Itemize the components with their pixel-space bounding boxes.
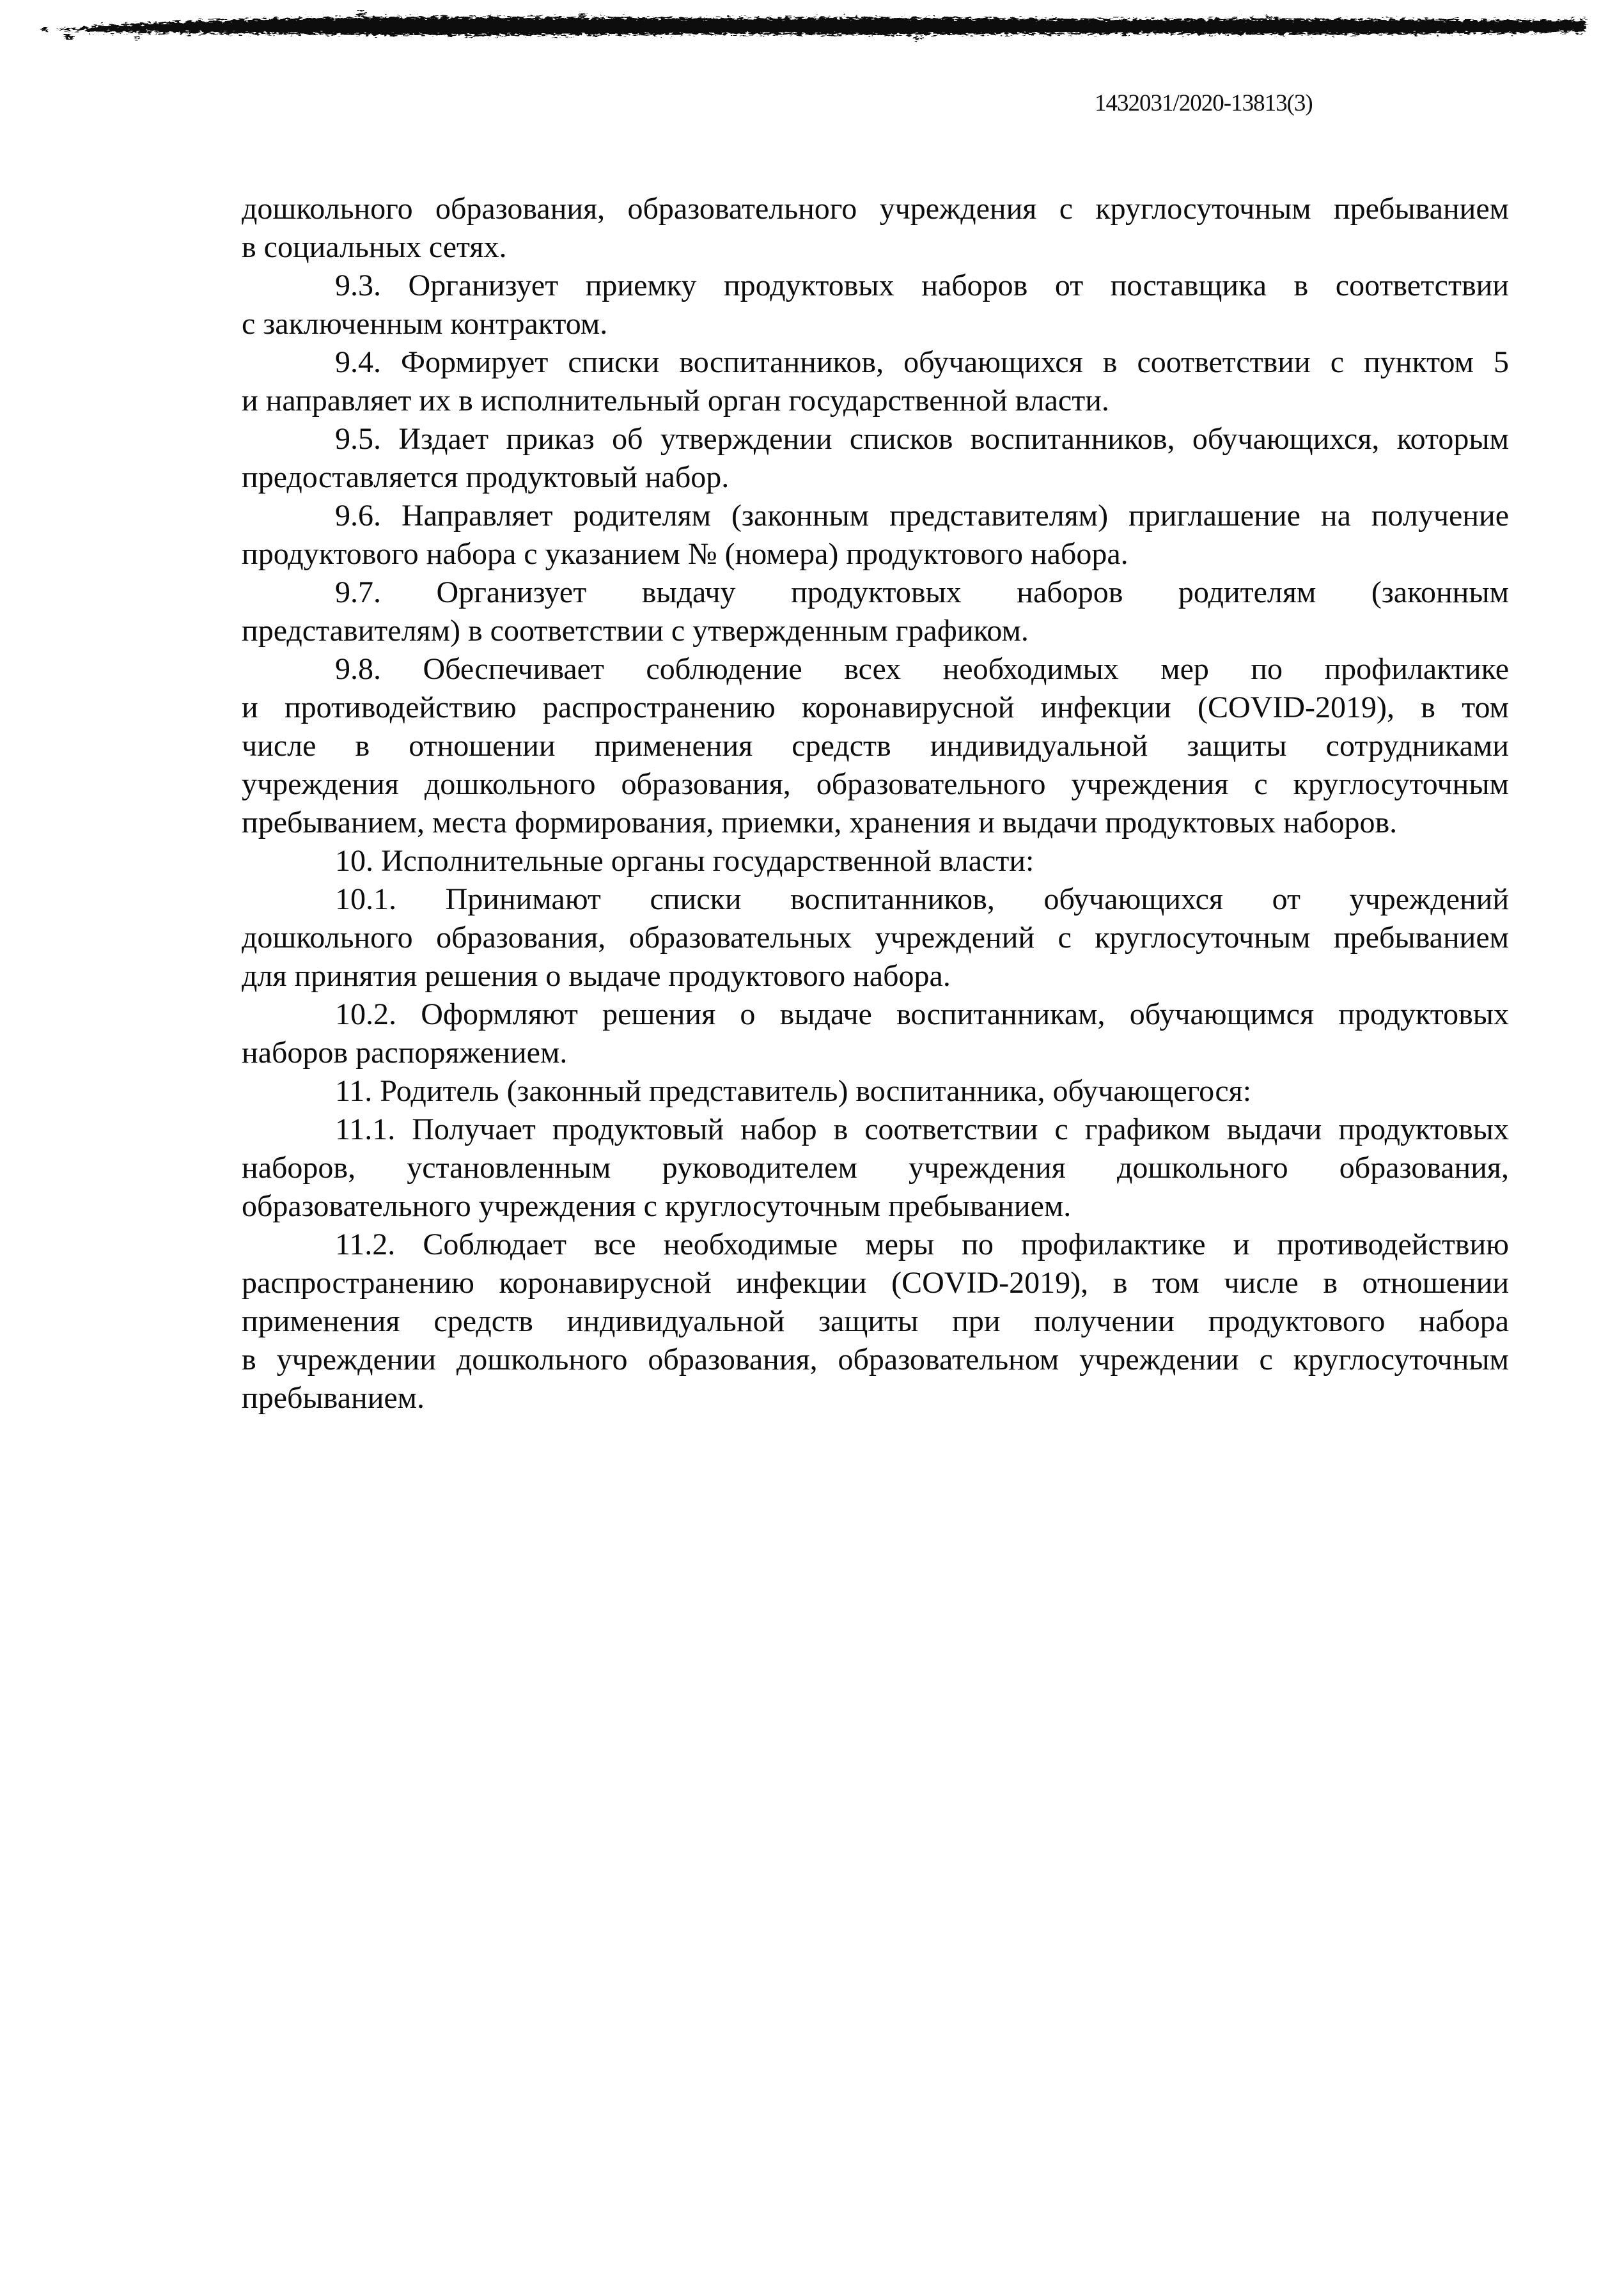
text-line: 11.2. Соблюдает все необходимые меры по профилактике и противодействию	[335, 1228, 1509, 1261]
text-line: 10.1. Принимают списки воспитанников, обучающихся от учреждений	[335, 882, 1509, 916]
paragraph	[242, 1226, 1509, 1417]
text-line: с заключенным контрактом.	[242, 307, 608, 341]
text-line: 9.6. Направляет родителям (законным представителям) приглашение на получение	[335, 499, 1509, 533]
paragraph	[242, 343, 1509, 420]
text-line: наборов, установленным руководителем учреждения дошкольного образования,	[242, 1151, 1509, 1185]
text-line: дошкольного образования, образовательных учреждений с круглосуточным пребыванием	[242, 921, 1509, 955]
text-line: учреждения дошкольного образования, образовательного учреждения с круглосуточным	[242, 767, 1509, 801]
text-line: 9.8. Обеспечивает соблюдение всех необходимых мер по профилактике	[335, 652, 1509, 686]
text-line: и направляет их в исполнительный орган государственной власти.	[242, 384, 1109, 417]
paragraph	[242, 880, 1509, 995]
text-line: 10.2. Оформляют решения о выдаче воспитанникам, обучающимся продуктовых	[335, 997, 1509, 1031]
paragraph	[242, 497, 1509, 573]
paragraph	[242, 995, 1509, 1072]
text-line: распространению коронавирусной инфекции (COVID-2019), в том числе в отношении	[242, 1266, 1509, 1300]
text-line: применения средств индивидуальной защиты при получении продуктового набора	[242, 1304, 1509, 1338]
paragraph	[242, 573, 1509, 650]
scan-artifact	[0, 0, 1624, 64]
paragraph	[242, 190, 1509, 267]
text-line: числе в отношении применения средств индивидуальной защиты сотрудниками	[242, 729, 1509, 763]
text-line: 10. Исполнительные органы государственной власти:	[335, 844, 1035, 878]
text-line: 9.7. Организует выдачу продуктовых наборов родителям (законным	[335, 575, 1509, 609]
text-line: 9.5. Издает приказ об утверждении списков воспитанников, обучающихся, которым	[335, 422, 1509, 456]
document-number: 1432031/2020-13813(3)	[1095, 90, 1313, 116]
document-body	[242, 190, 1509, 1417]
paragraph	[242, 420, 1509, 497]
text-line: наборов распоряжением.	[242, 1036, 568, 1070]
text-line: и противодействию распространению коронавирусной инфекции (COVID-2019), в том	[242, 690, 1509, 724]
paragraph	[242, 1111, 1509, 1226]
paragraph	[242, 650, 1509, 842]
text-line: в социальных сетях.	[242, 230, 507, 264]
text-line: представителям) в соответствии с утвержденным графиком.	[242, 614, 1029, 648]
text-line: пребыванием.	[242, 1381, 425, 1415]
text-line: в учреждении дошкольного образования, образовательном учреждении с круглосуточным	[242, 1343, 1509, 1376]
text-line: предоставляется продуктовый набор.	[242, 460, 730, 494]
text-line: 9.4. Формирует списки воспитанников, обучающихся в соответствии с пунктом 5	[335, 345, 1509, 379]
text-line: образовательного учреждения с круглосуточным пребыванием.	[242, 1189, 1072, 1223]
paragraph	[242, 267, 1509, 343]
text-line: продуктового набора с указанием № (номера) продуктового набора.	[242, 537, 1128, 571]
paragraph	[242, 842, 1509, 880]
text-line: 11.1. Получает продуктовый набор в соответствии с графиком выдачи продуктовых	[335, 1112, 1509, 1146]
text-line: 11. Родитель (законный представитель) воспитанника, обучающегося:	[335, 1074, 1252, 1108]
text-line: для принятия решения о выдаче продуктового набора.	[242, 959, 951, 993]
text-line: 9.3. Организует приемку продуктовых наборов от поставщика в соответствии	[335, 269, 1509, 302]
paragraph	[242, 1072, 1509, 1111]
text-line: дошкольного образования, образовательного учреждения с круглосуточным пребыванием	[242, 192, 1509, 226]
text-line: пребыванием, места формирования, приемки, хранения и выдачи продуктовых наборов.	[242, 806, 1398, 839]
